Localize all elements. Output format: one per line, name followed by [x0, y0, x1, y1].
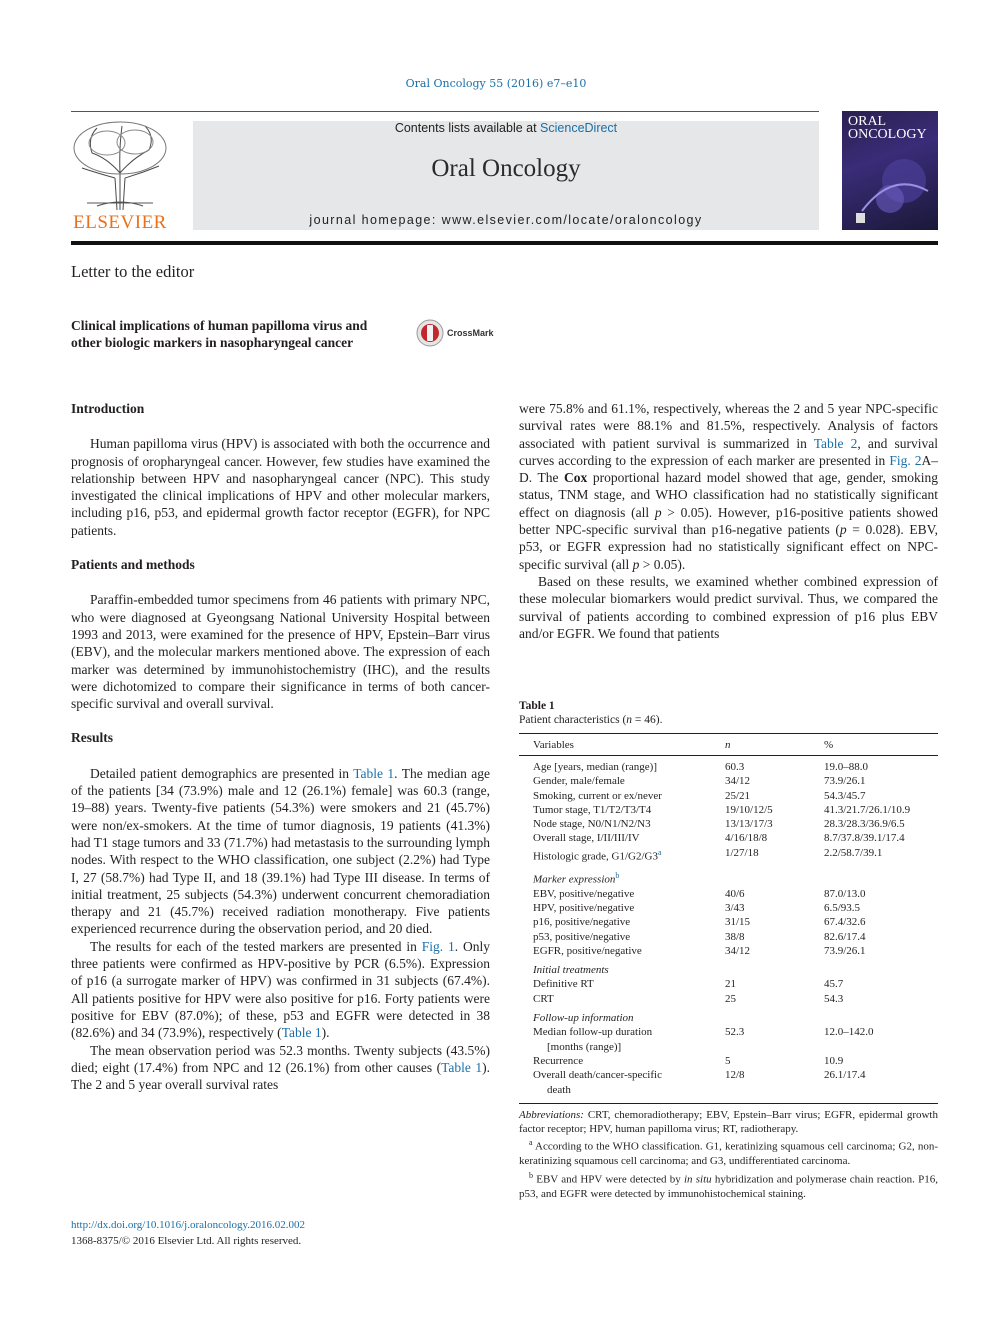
results-paragraph-3: The mean observation period was 52.3 months. Twenty subjects (43.5%) died; eight (17.4%) from NPC and 12 (26.1%) from other causes (Table 1). The 2 and 5 year overall survival rates: [71, 1042, 490, 1093]
table-row: Histologic grade, G1/G2/G3$^a$ 1/27/18 2.2/58.7/39.1: [533, 846, 883, 863]
cover-artwork-icon: [842, 111, 938, 230]
page-footer: [71, 1217, 305, 1249]
table-main-rows: [519, 760, 938, 864]
doi-link[interactable]: http://dx.doi.org/10.1016/j.oraloncology.2016.02.002: [71, 1219, 306, 1231]
results-paragraph-5: Based on these results, we examined whether combined expression of these molecular biomarkers would predict survival. Thus, we compared the survival of patients according to combined expression of p16 plus EBV and/or EGFR. We found that patients: [519, 573, 938, 641]
table-1-link[interactable]: Table 1: [441, 1059, 483, 1075]
table-row: EBV, positive/negative 40/6 87.0/13.0: [533, 887, 866, 900]
footnote-b-link[interactable]: b: [615, 870, 620, 880]
sciencedirect-link[interactable]: ScienceDirect: [540, 121, 618, 135]
table-row: p53, positive/negative 38/8 82.6/17.4: [533, 930, 866, 943]
journal-title: Oral Oncology: [431, 155, 581, 182]
table-1-link[interactable]: Table 1: [281, 1025, 322, 1041]
footnote-a-link[interactable]: a: [657, 847, 662, 857]
cover-title-line2: ONCOLOGY: [848, 127, 927, 142]
table-row: Median follow-up duration 52.3 12.0–142.0: [533, 1026, 874, 1039]
table-caption: Patient characteristics (n = 46).: [519, 714, 663, 726]
column-header-percent: %: [824, 738, 834, 751]
table-1: [519, 699, 938, 1201]
article-title: Clinical implications of human papilloma virus and other biologic markers in nasopharyngeal cancer: [71, 318, 368, 350]
table-row: p16, positive/negative 31/15 67.4/32.6: [533, 916, 866, 929]
table-footnotes: [519, 1108, 938, 1201]
results-paragraph-2: The results for each of the tested markers are presented in Fig. 1. Only three patients were confirmed as HPV-positive by PCR (6.5%). Expression of p16 (a surrogate marker of HPV) was confirmed in 31 subjects (67.4%). All patients positive for HPV were also positive for p16. Forty patients were positive for EBV (87.0%); of these, p53 and EGFR were detected in 38 (82.6%) and 34 (73.9%), respectively (Table 1).: [71, 938, 490, 1041]
right-column: [519, 400, 938, 642]
table-subheading-marker: Marker expression$^b$: [533, 870, 620, 886]
column-header-n: n: [725, 738, 731, 751]
crossmark-icon: [416, 319, 444, 347]
left-column: [71, 400, 490, 1093]
table-row-continuation: death: [547, 1083, 571, 1096]
table-row: Overall stage, I/II/III/IV 4/16/18/8 8.7/37.8/39.1/17.4: [533, 832, 905, 845]
contents-line: [193, 121, 819, 135]
journal-reference-link[interactable]: Oral Oncology 55 (2016) e7–e10: [405, 77, 587, 90]
journal-homepage[interactable]: journal homepage: www.elsevier.com/locate/oraloncology: [309, 213, 703, 227]
table-row-continuation: [months (range)]: [547, 1040, 622, 1053]
table-row: Node stage, N0/N1/N2/N3 13/13/17/3 28.3/28.3/36.9/6.5: [533, 818, 905, 831]
column-header-variables: Variables: [533, 738, 574, 751]
table-rule: [519, 1103, 938, 1104]
elsevier-tree-icon: [67, 118, 173, 210]
table-subheading-initial: Initial treatments: [533, 964, 609, 977]
journal-cover-image[interactable]: [842, 111, 938, 230]
elsevier-logo[interactable]: [67, 118, 173, 234]
contents-prefix: Contents lists available at: [394, 121, 541, 135]
table-row: Gender, male/female 34/12 73.9/26.1: [533, 775, 866, 788]
table-row: EGFR, positive/negative 34/12 73.9/26.1: [533, 944, 866, 957]
journal-header-box: [193, 121, 819, 230]
copyright-notice: 1368-8375/© 2016 Elsevier Ltd. All rights reserved.: [71, 1235, 302, 1247]
results-heading: Results: [71, 730, 114, 746]
methods-heading: Patients and methods: [71, 557, 195, 573]
introduction-heading: Introduction: [71, 401, 145, 416]
table-row: HPV, positive/negative 3/43 6.5/93.5: [533, 901, 861, 914]
header-top-rule: [71, 111, 819, 112]
fig-1-link[interactable]: Fig. 1: [421, 938, 455, 954]
introduction-paragraph: Human papilloma virus (HPV) is associated with both the occurrence and prognosis of oropharyngeal cancer. However, few studies have examined the relationship between HPV and nasopharyngeal cancer (NPC). This study investigated the clinical implications of HPV and other molecular markers, including p16, p53, and epidermal growth factor receptor (EGFR), for NPC patients.: [71, 436, 490, 538]
section-type: Letter to the editor: [71, 262, 195, 281]
table-footnote-b: $^b$ EBV and HPV were detected by in situ hybridization and polymerase chain reaction. P16, p53, and EGFR were detected by immunohistochemical staining.: [519, 1170, 939, 1200]
table-row: Smoking, current or ex/never 25/21 54.3/45.7: [533, 789, 866, 802]
table-1-link[interactable]: Table 1: [353, 765, 395, 781]
table-body: [519, 756, 938, 1097]
methods-paragraph: Paraffin-embedded tumor specimens from 46 patients with primary NPC, who were diagnosed at Gyeongsang National University Hospital between 1993 and 2013, were examined for the presence of HPV, Epstein–Barr virus (EBV), and the molecular markers mentioned above. The expression of each marker was determined by immunohistochemistry (IHC), and the results were dichotomized to compare their significance in terms of both cancer-specific survival and overall survival.: [71, 592, 490, 712]
table-subheading-followup: Follow-up information: [533, 1012, 634, 1025]
table-abbreviations: Abbreviations: CRT, chemoradiotherapy; EBV, Epstein–Barr virus; EGFR, epidermal growth factor receptor; HPV, human papilloma virus; RT, radiotherapy.: [519, 1108, 938, 1136]
table-footnote-a: $^a$ According to the WHO classification. G1, keratinizing squamous cell carcinoma; G2, non-keratinizing squamous cell carcinoma; and G3, undifferentiated carcinoma.: [519, 1138, 938, 1168]
table-header-row: [519, 734, 938, 755]
table-label: Table 1: [519, 700, 555, 712]
header-thick-rule: [71, 241, 938, 245]
table-row: Age [years, median (range)] 60.3 19.0–88.0: [533, 761, 868, 773]
table-row: Definitive RT 21 45.7: [533, 978, 844, 991]
results-paragraph-1: Detailed patient demographics are presented in Table 1. The median age of the patients [34 (73.9%) male and 12 (26.1%) female] was 60.3 (range, 19–88) years. Twenty-five patients (54.3%) were smokers and 21 (45.7%) were non/ex-smokers. At the time of tumor diagnosis, 19 patients (41.3%) had T1 stage tumors and 33 (71.7%) had metastasis to the surrounding lymph nodes. With respect to the WHO classification, one subject (2.2%) had Type I, 27 (58.7%) had Type II, and 18 (39.1%) had Type III disease. In terms of initial treatment, 25 subjects (54.3%) underwent concurrent chemoradiation therapy and 21 (45.7%) received radiation monotherapy. Five patients experienced recurrence during the observation period, and 20 died.: [71, 765, 491, 937]
table-row: Recurrence 5 10.9: [533, 1054, 844, 1067]
crossmark-label: CrossMark: [447, 328, 494, 338]
fig-2-link[interactable]: Fig. 2: [889, 452, 922, 468]
crossmark-badge[interactable]: [416, 318, 494, 348]
elsevier-wordmark: ELSEVIER: [73, 212, 167, 233]
table-row: Tumor stage, T1/T2/T3/T4 19/10/12/5 41.3/21.7/26.1/10.9: [533, 803, 911, 816]
cover-title-line1: ORAL: [848, 114, 887, 129]
table-2-link[interactable]: Table 2: [813, 435, 858, 451]
results-paragraph-4: were 75.8% and 61.1%, respectively, whereas the 2 and 5 year NPC-specific survival rates were 88.1% and 81.5%, respectively. Analysis of factors associated with patient survival is summarized in Table 2, and survival curves according to the expression of each marker are presented in Fig. 2A–D. The Cox proportional hazard model showed that age, gender, smoking status, TNM stage, and WHO classification had no statistically significant effect on diagnosis (all p > 0.05). However, p16-positive patients showed better NPC-specific survival than p16-negative patients (p = 0.028). EBV, p53, or EGFR expression had no statistically significant effect on NPC-specific survival (all p > 0.05).: [519, 401, 939, 572]
table-row: CRT 25 54.3: [533, 992, 844, 1005]
table-row: Overall death/cancer-specific 12/8 26.1/17.4: [533, 1069, 866, 1082]
